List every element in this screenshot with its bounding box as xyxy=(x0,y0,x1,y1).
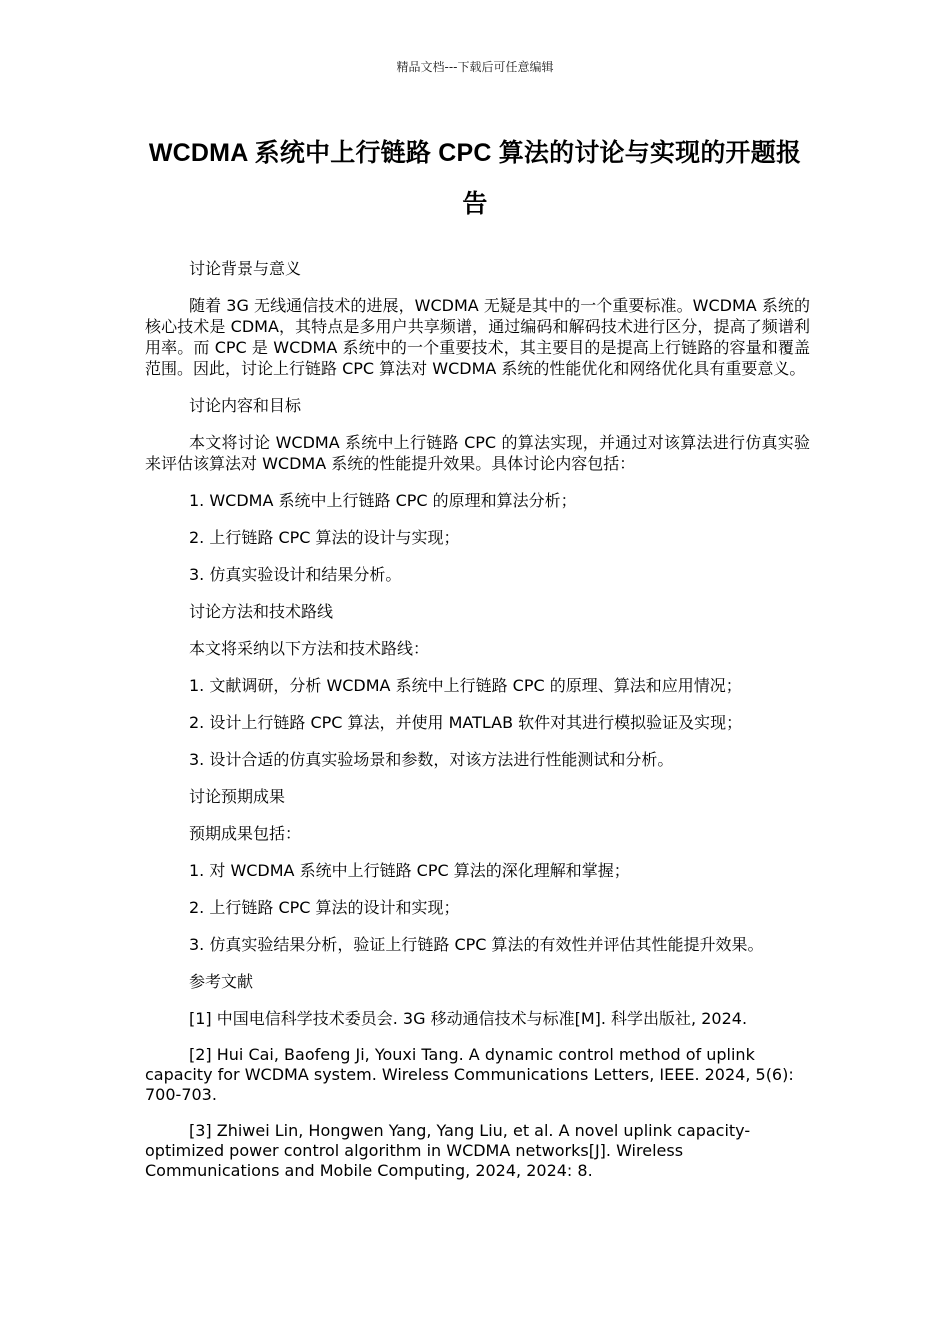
reference-item: [2] Hui Cai, Baofeng Ji, Youxi Tang. A dynamic control method of uplink capacity for WCDMA system. Wireless Communications Letters, IEEE. 2024, 5(6): 700-703. xyxy=(145,1045,794,1104)
list-item: 1. WCDMA 系统中上行链路 CPC 的原理和算法分析； xyxy=(189,491,577,510)
list-item: 2. 上行链路 CPC 算法的设计和实现； xyxy=(189,898,460,917)
document-title: WCDMA 系统中上行链路 CPC 算法的讨论与实现的开题报告 xyxy=(148,139,802,218)
reference-item: [3] Zhiwei Lin, Hongwen Yang, Yang Liu, et al. A novel uplink capacity-optimized power control algorithm in WCDMA networks[J]. Wireless Communications and Mobile Computing, 2024, 2024: 8. xyxy=(145,1121,751,1180)
list-item: 2. 上行链路 CPC 算法的设计与实现； xyxy=(189,528,460,547)
document-body xyxy=(145,258,810,1197)
page-header-note: 精品文档---下载后可任意编辑 xyxy=(396,60,554,74)
list-item: 1. 文献调研，分析 WCDMA 系统中上行链路 CPC 的原理、算法和应用情况； xyxy=(189,676,742,695)
section-heading-background: 讨论背景与意义 xyxy=(189,259,302,278)
section-heading-content-goals: 讨论内容和目标 xyxy=(189,396,302,415)
paragraph-background: 随着 3G 无线通信技术的进展，WCDMA 无疑是其中的一个重要标准。WCDMA 系统的核心技术是 CDMA，其特点是多用户共享频谱，通过编码和解码技术进行区分，提高了频谱利用率。而 CPC 是 WCDMA 系统中的一个重要技术，其主要目的是提高上行链路的容量和覆盖范围。因此，讨论上行链路 CPC 算法对 WCDMA 系统的性能优化和网络优化具有重要意义。 xyxy=(145,296,810,378)
list-item: 3. 仿真实验结果分析，验证上行链路 CPC 算法的有效性并评估其性能提升效果。 xyxy=(189,935,764,954)
reference-item: [1] 中国电信科学技术委员会. 3G 移动通信技术与标准[M]. 科学出版社, 2024. xyxy=(189,1009,748,1028)
paragraph-content-goals: 本文将讨论 WCDMA 系统中上行链路 CPC 的算法实现，并通过对该算法进行仿真实验来评估该算法对 WCDMA 系统的性能提升效果。具体讨论内容包括： xyxy=(145,433,810,473)
paragraph-results-intro: 预期成果包括： xyxy=(189,824,302,843)
list-item: 2. 设计上行链路 CPC 算法，并使用 MATLAB 软件对其进行模拟验证及实现； xyxy=(189,713,743,732)
paragraph-methods-intro: 本文将采纳以下方法和技术路线： xyxy=(189,639,430,658)
list-item: 1. 对 WCDMA 系统中上行链路 CPC 算法的深化理解和掌握； xyxy=(189,861,630,880)
section-heading-expected-results: 讨论预期成果 xyxy=(189,787,286,806)
section-heading-methods: 讨论方法和技术路线 xyxy=(189,602,334,621)
list-item: 3. 仿真实验设计和结果分析。 xyxy=(189,565,402,584)
section-heading-references: 参考文献 xyxy=(189,972,254,991)
list-item: 3. 设计合适的仿真实验场景和参数，对该方法进行性能测试和分析。 xyxy=(189,750,674,769)
